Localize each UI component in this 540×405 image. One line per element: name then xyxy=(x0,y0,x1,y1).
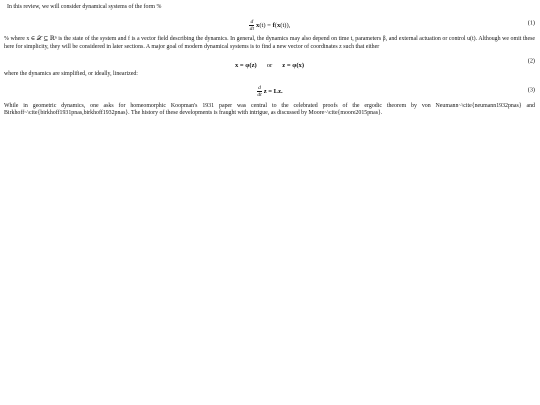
equation-2-number: (2) xyxy=(527,57,535,65)
equation-1-rhs-variable: x xyxy=(276,22,281,30)
equation-1 xyxy=(4,16,535,33)
equation-2-part-1: x = φ(z) xyxy=(234,62,257,70)
equation-3-denominator: dt xyxy=(257,92,262,99)
equation-1-numerator: d xyxy=(250,19,254,26)
equation-1-lhs-argument: (t) = xyxy=(259,22,273,30)
equation-1-lhs-variable: x xyxy=(256,22,260,30)
linearization-paragraph: where the dynamics are simplified, or ideally, linearized: xyxy=(4,71,138,78)
paper-page xyxy=(4,4,535,117)
equation-1-number: (1) xyxy=(527,19,535,27)
definition-paragraph: % where x ∈ 𝒳 ⊆ ℝⁿ is the state of the system and f is a vector field describing the dynamics. In general, the dynamics may also depend on time t, parameters β, and external actuation or control u(t). Although we omit these here for simplicity, they will be considered in later sections. A major goal of modern dynamical systems is to find a new vector of coordinates z such that either xyxy=(4,36,535,50)
equation-2-part-2: z = φ(x) xyxy=(282,62,305,70)
equation-2-body xyxy=(235,61,304,70)
equation-3 xyxy=(4,83,535,97)
equation-1-rhs-open: ( xyxy=(274,22,277,30)
equation-1-denominator: dt xyxy=(249,26,255,33)
equation-1-derivative xyxy=(249,19,255,32)
equation-1-rhs-function: f xyxy=(272,22,275,30)
equation-1-rhs-argument: (t)), xyxy=(280,22,291,30)
history-paragraph: While in geometric dynamics, one asks for homeomorphic Koopman's 1931 paper was central to the celebrated proofs of the ergodic theorem by von Neumann~\cite{neumann1932pnas} and Birkhoff~\cite{birkhoff1931pnas,birkhoff1932pnas}. The history of these developments is fraught with intrigue, as discussed by Moore~\cite{moore2015pnas}. xyxy=(4,102,535,117)
equation-2-connector: or xyxy=(266,62,273,70)
equation-3-derivative xyxy=(256,85,262,98)
intro-paragraph: In this review, we will consider dynamical systems of the form % xyxy=(7,4,162,10)
equation-1-body xyxy=(249,19,291,32)
equation-3-number: (3) xyxy=(527,86,535,94)
equation-3-body xyxy=(256,85,282,98)
equation-2 xyxy=(4,56,535,70)
equation-3-numerator: d xyxy=(258,85,261,92)
equation-3-expression: z = Lz. xyxy=(263,88,283,96)
